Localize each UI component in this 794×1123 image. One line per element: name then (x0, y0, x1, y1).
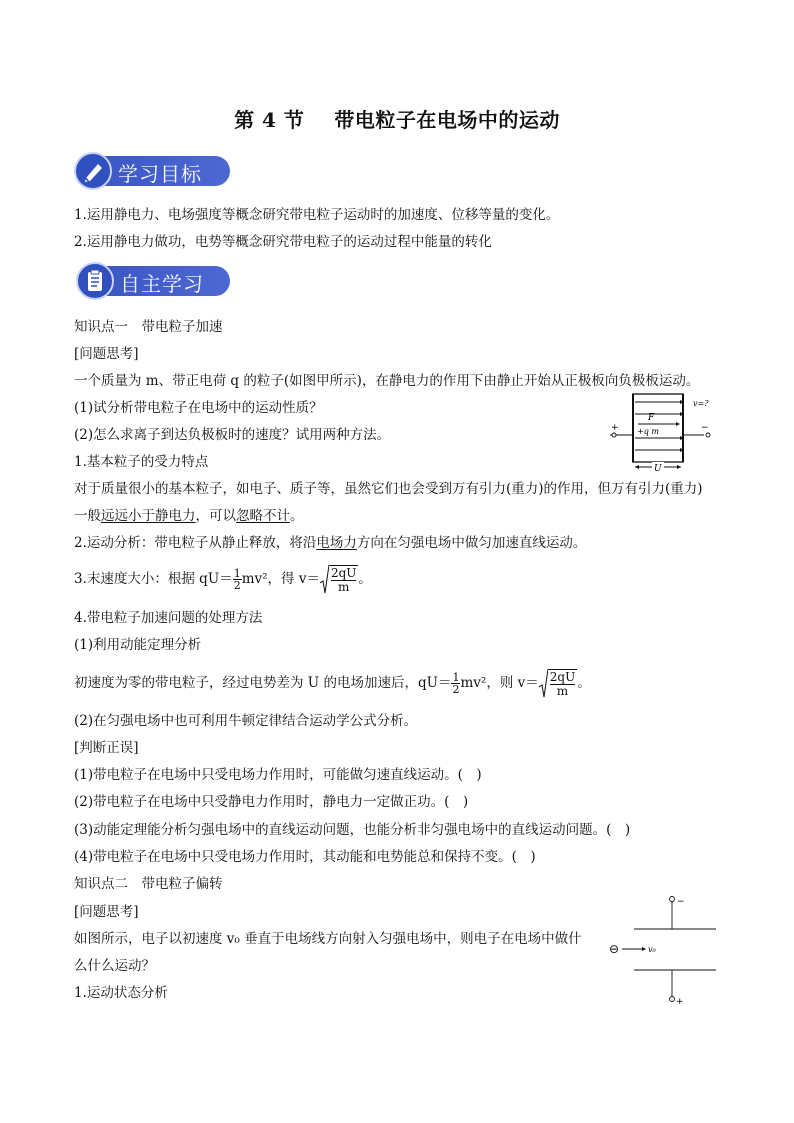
kp1-s3: 3.末速度大小：根据 qU＝ $\frac{1}{2}$ mv²，得 v＝ 2qU m 。 (74, 565, 372, 594)
bottom-sign: + (676, 997, 684, 1007)
judge-item-2: (2)带电粒子在电场中只受静电力作用时，静电力一定做正功。( ) (74, 794, 469, 810)
plates-figure (600, 392, 722, 474)
kp1-question-1: (1)试分析带电粒子在电场中的运动性质？ (74, 400, 323, 416)
goals-banner (74, 152, 230, 190)
kp1-think-label: [问题思考] (74, 346, 139, 362)
sqrt-expression: 2qU m (539, 669, 577, 699)
kp1-judge-label: [判断正误] (74, 740, 139, 756)
blank-answer-3: 电场力 (316, 535, 357, 551)
clipboard-icon (76, 262, 114, 300)
minus-terminal: − (701, 423, 709, 433)
kp1-intro: 一个质量为 m、带正电荷 q 的粒子(如图甲所示)，在静电力的作用下由静止开始从正极板向负极板运动。 (74, 373, 700, 389)
kp1-s4-1: (1)利用动能定理分析 (74, 637, 202, 653)
kp2-s1: 1.运动状态分析 (74, 985, 168, 1001)
kp2-heading: 知识点二 带电粒子偏转 (74, 876, 223, 892)
sqrt-expression: 2qU m (320, 565, 358, 595)
kp1-s1-title: 1.基本粒子的受力特点 (74, 454, 209, 470)
kp1-question-2: (2)怎么求离子到达负极板时的速度？试用两种方法。 (74, 427, 391, 443)
force-label: F (648, 413, 655, 423)
page-title (0, 104, 794, 133)
section-name: 带电粒子在电场中的运动 (334, 108, 560, 132)
kp1-s1-line2: 一般远远小于静电力，可以忽略不计。 (74, 508, 304, 524)
kp1-s1-line1: 对于质量很小的基本粒子，如电子、质子等，虽然它们也会受到万有引力(重力)的作用，但万有引力(重力) (74, 481, 703, 497)
voltage-label: U (654, 464, 662, 474)
plus-terminal: + (611, 423, 619, 433)
charge-label: +q m (637, 427, 659, 436)
top-terminal (670, 897, 675, 902)
top-sign: − (677, 897, 685, 907)
electron-icon: ⊖ (609, 942, 620, 956)
kp1-s2: 2.运动分析：带电粒子从静止释放，将沿电场力方向在匀强电场中做匀加速直线运动。 (74, 535, 587, 551)
section-number: 第 4 节 (234, 108, 305, 132)
goals-banner-label: 学习目标 (118, 162, 202, 186)
bottom-terminal (670, 997, 675, 1002)
kp2-line2: 么什么运动？ (74, 958, 155, 974)
judge-item-4: (4)带电粒子在电场中只受电场力作用时，其动能和电势能总和保持不变。( ) (74, 849, 536, 865)
velocity-label: v=? (693, 399, 709, 408)
judge-item-3: (3)动能定理能分析匀强电场中的直线运动问题，也能分析非匀强电场中的直线运动问题。( ) (74, 822, 631, 838)
v0-label: v₀ (648, 945, 656, 954)
kp1-s4-formula: 初速度为零的带电粒子，经过电势差为 U 的电场加速后，qU＝ $\frac{1}{2}$ mv²，则 v＝ 2qU m 。 (74, 669, 591, 698)
self-study-banner (76, 262, 232, 300)
kp2-line1: 如图所示，电子以初速度 v₀ 垂直于电场线方向射入匀强电场中，则电子在电场中做什 (74, 931, 582, 947)
kp1-heading: 知识点一 带电粒子加速 (74, 319, 223, 335)
self-study-banner-label: 自主学习 (120, 272, 204, 296)
deflection-figure (606, 892, 722, 1008)
goal-item-2: 2.运用静电力做功，电势等概念研究带电粒子的运动过程中能量的转化 (74, 234, 492, 250)
kp1-s4-2: (2)在匀强电场中也可利用牛顿定律结合运动学公式分析。 (74, 713, 418, 729)
blank-answer-1: 远远小于静电力 (101, 508, 196, 524)
kp1-s4-title: 4.带电粒子加速问题的处理方法 (74, 610, 263, 626)
kp2-think-label: [问题思考] (74, 904, 139, 920)
goal-item-1: 1.运用静电力、电场强度等概念研究带电粒子运动时的加速度、位移等量的变化。 (74, 207, 560, 223)
fraction-half: $\frac{1}{2}$ (452, 671, 460, 696)
fraction-half: $\frac{1}{2}$ (233, 567, 241, 592)
judge-item-1: (1)带电粒子在电场中只受电场力作用时，可能做匀速直线运动。( ) (74, 767, 482, 783)
blank-answer-2: 忽略不计 (236, 508, 290, 524)
pencil-icon (74, 152, 112, 190)
